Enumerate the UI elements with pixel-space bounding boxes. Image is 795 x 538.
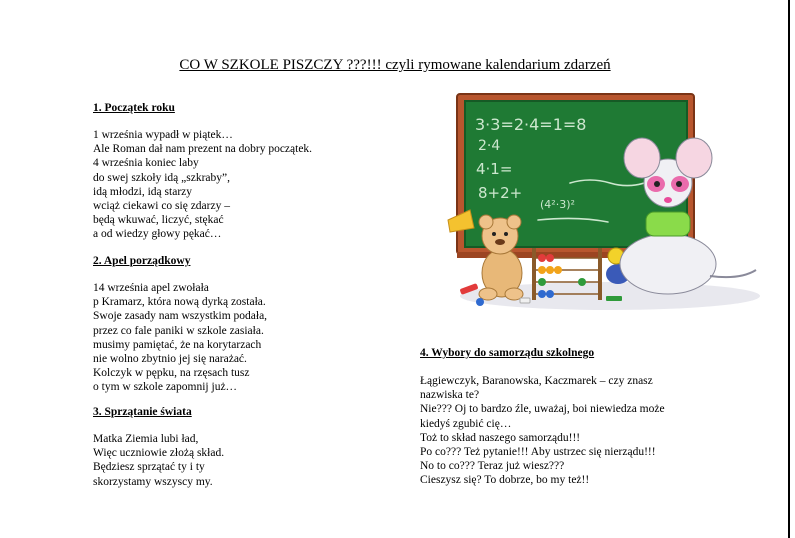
text-line: Nie??? Oj to bardzo źle, uważaj, boi niewiedza może [420,403,665,416]
text-line: Będziesz sprzątać ty i ty [93,461,205,474]
section-body-2 [93,281,267,395]
text-line: będą wkuwać, liczyć, stękać [93,214,224,227]
text-line: 14 września apel zwołała [93,282,209,294]
text-line: a od wiedzy głowy pękać… [93,228,222,241]
text-line: Ale Roman dał nam prezent na dobry początek. [93,143,313,156]
page-title: CO W SZKOLE PISZCZY ???!!! czyli rymowane kalendarium zdarzeń [179,57,611,73]
text-line: Kolczyk w pępku, na rzęsach tusz [93,367,250,380]
text-line: o tym w szkole zapomnij już… [93,381,238,394]
chalk-line-4: 8+2+ [478,184,523,202]
section-body-4 [420,374,665,488]
text-line: Swoje zasady nam wszystkim podała, [93,310,268,323]
chalk-line-3: 4·1= [476,160,513,178]
text-line: kiedyś zgubić cię… [420,417,512,430]
text-line: Więc uczniowie złożą skład. [93,447,225,460]
chalk-line-1: 3·3=2·4=1=8 [475,115,587,134]
text-line: nazwiska te? [420,389,480,402]
section-body-3 [93,432,224,489]
text-line: Łągiewczyk, Baranowska, Kaczmarek – czy znasz [420,375,653,387]
text-line: 4 września koniec laby [93,157,199,170]
page-edge [788,0,790,538]
text-line: przez co fale paniki w szkole zasiała. [93,324,264,337]
text-line: 1 września wypadł w piątek… [93,129,233,141]
text-line: p Kramarz, która nową dyrką została. [93,296,266,309]
chalk-piece-icon [520,298,530,303]
text-line: Toż to skład naszego samorządu!!! [420,431,581,444]
marble-icon [476,298,484,306]
text-line: wciąż ciekawi co się zdarzy – [93,199,230,212]
text-line: idą młodzi, idą starzy [93,185,192,198]
section-heading-4: 4. Wybory do samorządu szkolnego [420,347,595,359]
section-heading-3: 3. Sprzątanie świata [93,406,192,418]
chalkboard-mouse-illustration [420,88,760,318]
section-heading-1: 1. Początek roku [93,102,175,114]
section-heading-2: 2. Apel porządkowy [93,255,191,267]
text-line: musimy pamiętać, że na korytarzach [93,338,262,351]
text-line: No to co??? Teraz już wiesz??? [420,460,565,473]
chalk-line-2: 2·4 [478,138,501,154]
text-line: nie wolno zbytnio jej się narażać. [93,352,247,365]
text-line: Matka Ziemia lubi ład, [93,433,199,445]
text-line: Cieszysz się? To dobrze, bo my też!! [420,474,590,487]
section-body-1 [93,128,312,242]
crayon-green-icon [606,296,622,301]
text-line: Po co??? Też pytanie!!! Aby ustrzec się nierządu!!! [420,445,656,458]
chalk-line-5: (4²·3)² [540,198,575,211]
text-line: skorzystamy wszyscy my. [93,475,213,488]
text-line: do swej szkoły idą „szkraby”, [93,171,231,184]
